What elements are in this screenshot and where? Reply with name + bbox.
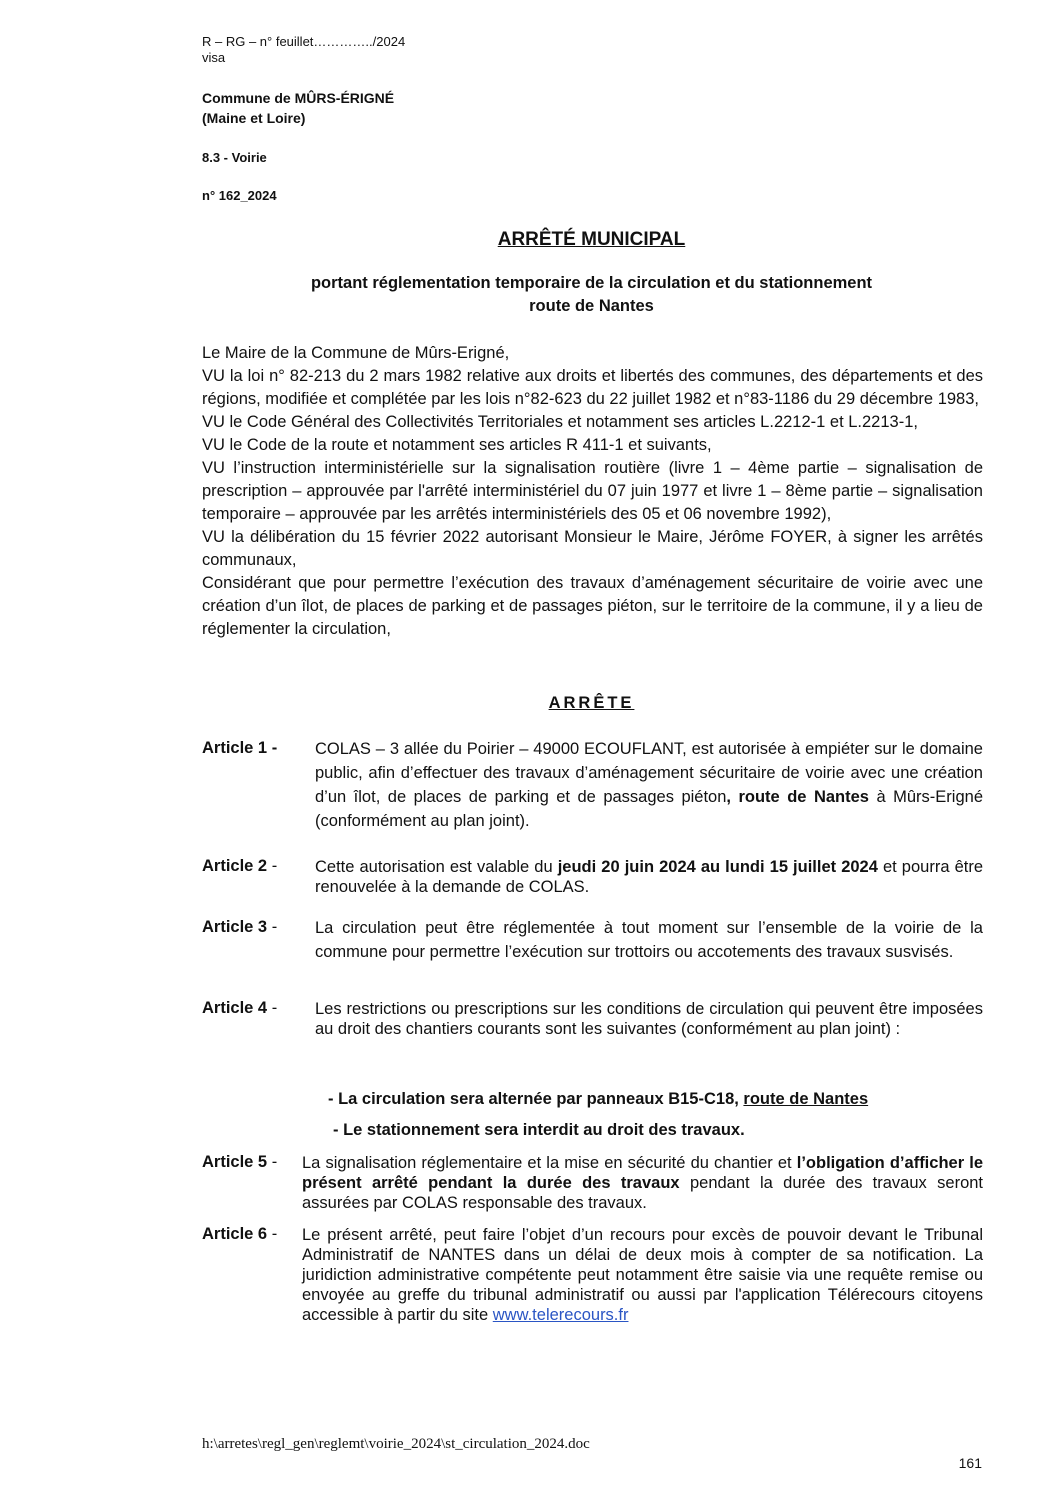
article-1-text xyxy=(315,737,983,833)
article-5-text xyxy=(302,1153,983,1213)
article-6-label-text: Article 6 xyxy=(202,1225,268,1243)
subtitle-line-2: route de Nantes xyxy=(529,297,654,315)
article-2-text-end: et pourra être renouvelée à la demande de COLAS. xyxy=(315,858,983,896)
department-name: (Maine et Loire) xyxy=(202,110,306,126)
article-3-label-text: Article 3 xyxy=(202,918,268,936)
article-4-item-1-road: route de Nantes xyxy=(743,1090,869,1108)
article-6-dash: - xyxy=(267,1225,278,1243)
article-2-label xyxy=(202,857,277,876)
article-5-text-part: La signalisation réglementaire et la mise en sécurité du chantier et xyxy=(302,1154,797,1172)
preamble xyxy=(202,342,983,641)
article-5-label xyxy=(202,1153,277,1172)
preamble-vu-loi: VU la loi n° 82-213 du 2 mars 1982 relative aux droits et libertés des communes, des départements et des régions, modifiée et complétée par les lois n°82-623 du 22 juillet 1982 et n°83-1186 du 29 décembre 1983, xyxy=(202,367,983,408)
article-2-dates: jeudi 20 juin 2024 au lundi 15 juillet 2024 xyxy=(557,858,878,876)
article-4-item-1-text: - La circulation sera alternée par panneaux B15-C18, xyxy=(328,1090,744,1108)
article-2-text xyxy=(315,857,983,897)
article-5-dash: - xyxy=(267,1153,278,1171)
article-1-bold-part: , route de Nantes xyxy=(726,788,869,806)
article-4-item-2: - Le stationnement sera interdit au droit des travaux. xyxy=(333,1121,745,1139)
visa-label: visa xyxy=(202,50,226,65)
article-2-text-part: Cette autorisation est valable du xyxy=(315,858,558,876)
article-1-text-part: COLAS – 3 allée du Poirier – 49000 ECOUFLANT, est autorisée à empiéter sur le domaine public, afin d’effectuer des travaux d’aménagement sécuritaire de voirie avec une création d’un îlot, de places de parking et de passages piéton xyxy=(315,740,983,806)
commune-name: Commune de MÛRS-ÉRIGNÉ xyxy=(202,90,395,106)
footer-file-path: h:\arretes\regl_gen\reglemt\voirie_2024\st_circulation_2024.doc xyxy=(202,1436,590,1452)
article-1-text-end: à Mûrs-Erigné (conformément au plan joint). xyxy=(315,788,983,830)
article-2-label-text: Article 2 xyxy=(202,857,268,875)
preamble-vu-cgct: VU le Code Général des Collectivités Territoriales et notamment ses articles L.2212-1 et L.2213-1, xyxy=(202,413,918,431)
article-5-label-text: Article 5 xyxy=(202,1153,268,1171)
article-6-text-part: Le présent arrêté, peut faire l’objet d’un recours pour excès de pouvoir devant le Tribunal Administratif de NANTES dans un délai de deux mois à compter de sa notification. La juridiction administrative compétente peut notamment être saisie via une requête remise ou envoyée au greffe du tribunal administratif ou aussi par l'application Télérecours citoyens accessible à partir du site xyxy=(302,1226,983,1324)
preamble-vu-code-route: VU le Code de la route et notamment ses articles R 411-1 et suivants, xyxy=(202,436,712,454)
article-5-text-end: pendant la durée des travaux seront assurées par COLAS responsable des travaux. xyxy=(302,1174,984,1212)
telerecours-link[interactable]: www.telerecours.fr xyxy=(492,1306,629,1324)
preamble-considerant: Considérant que pour permettre l’exécution des travaux d’aménagement sécuritaire de voirie avec une création d’un îlot, de places de parking et de passages piéton, sur le territoire de la commune, il y a lieu de réglementer la circulation, xyxy=(202,574,983,638)
preamble-vu-instruction: VU l’instruction interministérielle sur la signalisation routière (livre 1 – 4ème partie – signalisation de prescription – approuvée par l'arrêté interministériel du 07 juin 1977 et livre 1 – 8ème partie – signalisation temporaire – approuvée par les arrêtés interministériels des 05 et 06 novembre 1992), xyxy=(202,459,983,523)
article-4-dash: - xyxy=(267,999,278,1017)
article-4-text: Les restrictions ou prescriptions sur les conditions de circulation qui peuvent être imposées au droit des chantiers courants sont les suivantes (conformément au plan joint) : xyxy=(315,1000,983,1038)
article-4-label-text: Article 4 xyxy=(202,999,268,1017)
article-3-label xyxy=(202,918,277,937)
article-1-label: Article 1 - xyxy=(202,739,278,757)
article-3-dash: - xyxy=(267,918,278,936)
arrete-number: n° 162_2024 xyxy=(202,188,277,203)
preamble-intro: Le Maire de la Commune de Mûrs-Erigné, xyxy=(202,344,510,362)
page-title: ARRÊTÉ MUNICIPAL xyxy=(497,229,686,250)
category-label: 8.3 - Voirie xyxy=(202,150,267,165)
article-3-text: La circulation peut être réglementée à tout moment sur l’ensemble de la voirie de la commune pour permettre l’exécution sur trottoirs ou accotements des travaux susvisés. xyxy=(315,919,983,961)
page-number: 161 xyxy=(958,1455,982,1471)
article-4-item-1 xyxy=(328,1090,868,1109)
arrete-heading: ARRÊTE xyxy=(548,694,635,712)
preamble-vu-deliberation: VU la délibération du 15 février 2022 autorisant Monsieur le Maire, Jérôme FOYER, à signer les arrêtés communaux, xyxy=(202,528,983,569)
article-4-label xyxy=(202,999,277,1018)
article-6-label xyxy=(202,1225,277,1244)
article-6-text xyxy=(302,1225,983,1325)
reference-line: R – RG – n° feuillet…………../2024 xyxy=(202,34,406,49)
article-2-dash: - xyxy=(267,857,278,875)
subtitle-line-1: portant réglementation temporaire de la circulation et du stationnement xyxy=(310,274,873,292)
article-5-bold-part: l’obligation d’afficher le présent arrêté pendant la durée des travaux xyxy=(302,1154,984,1192)
